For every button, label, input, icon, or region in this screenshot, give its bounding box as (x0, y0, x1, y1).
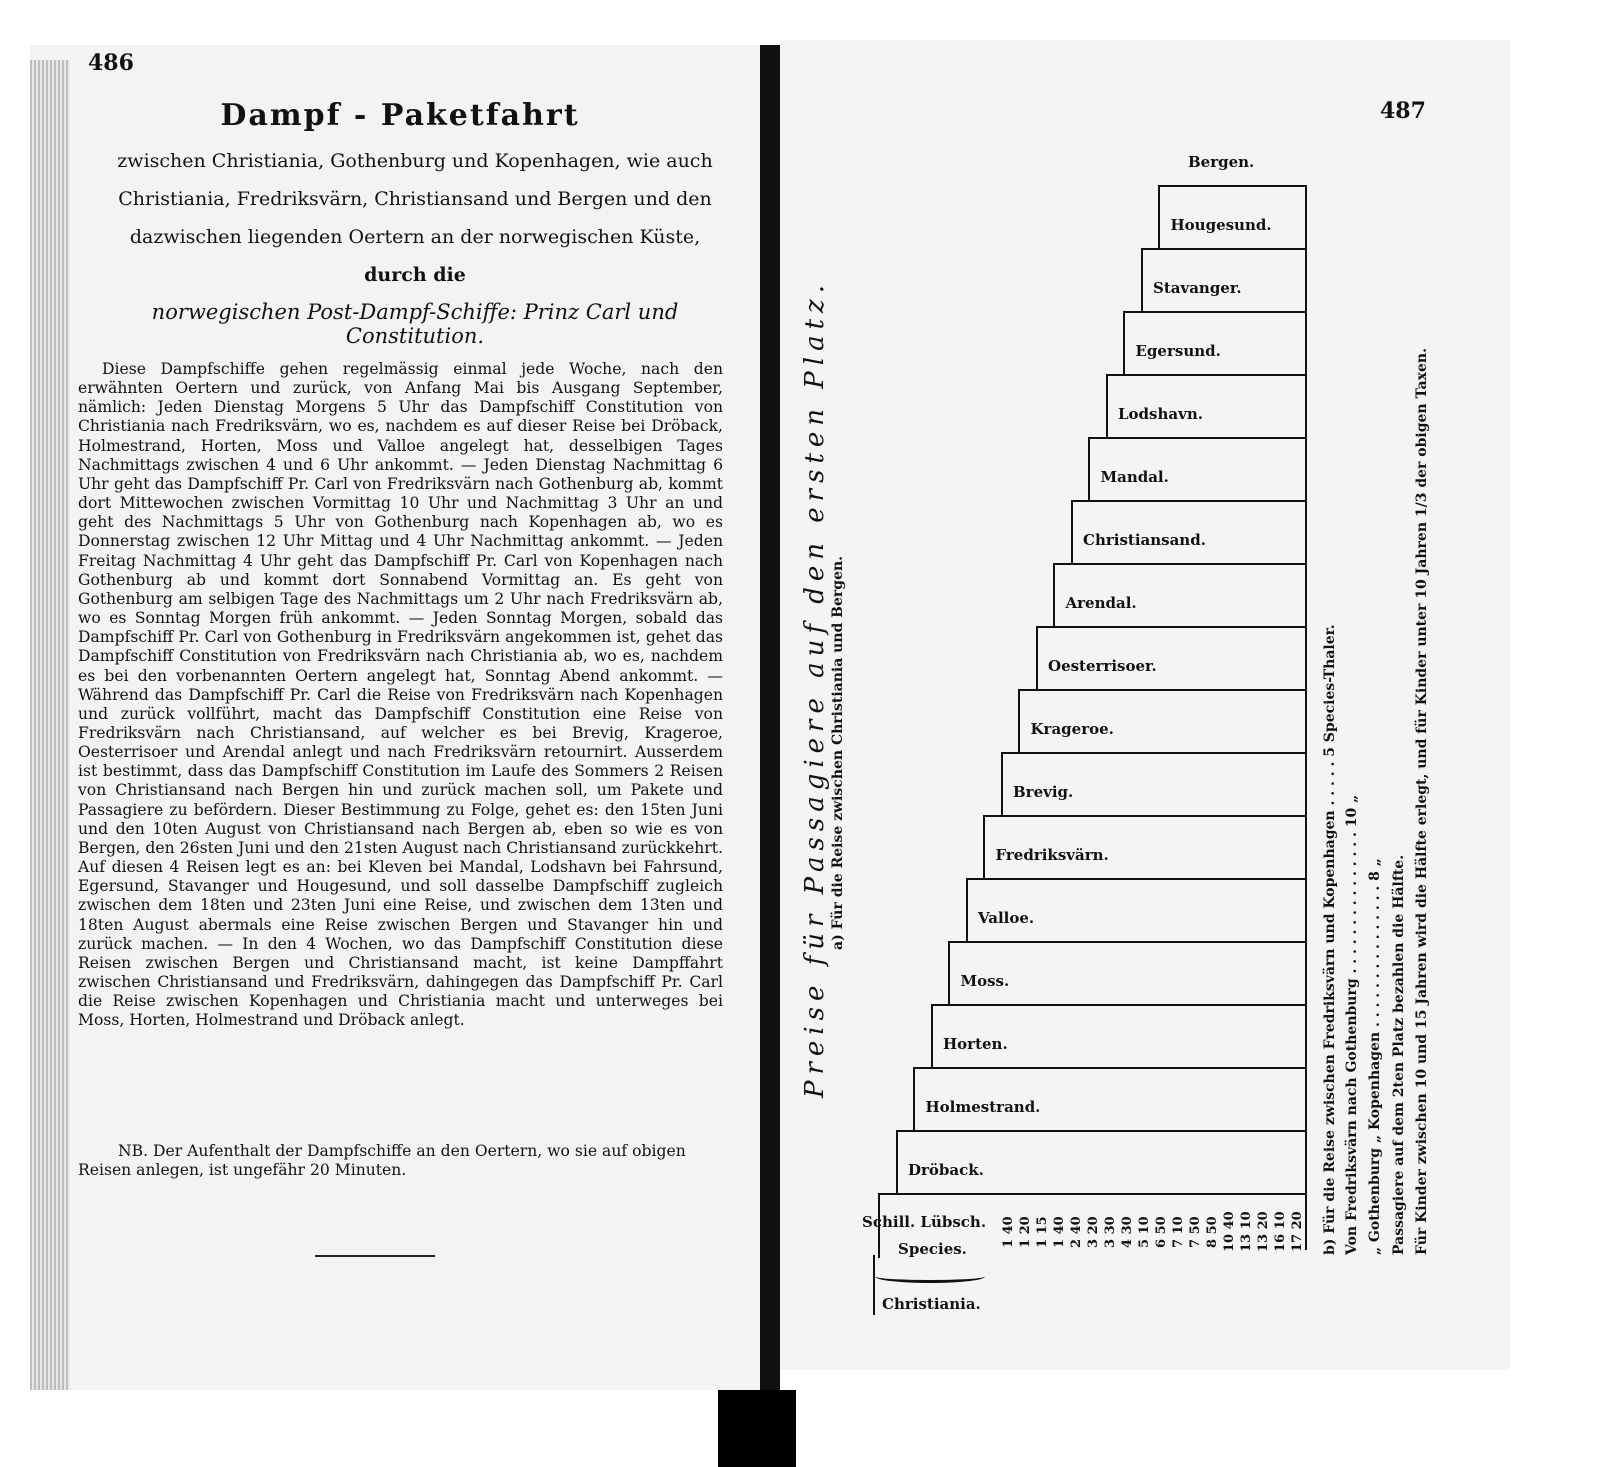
table-subtitle: a) Für die Reise zwischen Christiania und Bergen. (830, 555, 846, 950)
fare-cell: 3 20 (1086, 1216, 1101, 1248)
subtitle-line-3: dazwischen liegenden Oertern an der norwegischen Küste, (129, 226, 701, 248)
fare-cell: 5 10 (1137, 1216, 1152, 1248)
currency-header-1: Schill. Lübsch. (862, 1213, 987, 1231)
ships-line: norwegischen Post-Dampf-Schiffe: Prinz Carl und Constitution. (151, 300, 679, 348)
fare-cell: 1 40 (1052, 1216, 1067, 1248)
fare-cell: 3 30 (1103, 1216, 1118, 1248)
place-label: Valloe. (978, 909, 1035, 927)
table-title: Preise für Passagiere auf den ersten Platz. (800, 278, 830, 1098)
fare-cell: 8 50 (1205, 1216, 1220, 1248)
fare-cell: 16 10 (1273, 1211, 1288, 1253)
subtitle-line-1: zwischen Christiania, Gothenburg und Kopenhagen, wie auch (117, 150, 713, 172)
origin-line (873, 1255, 875, 1315)
place-label: Fredriksvärn. (995, 846, 1109, 864)
fare-cell: 17 20 (1290, 1211, 1305, 1253)
page-number-right: 487 (1380, 98, 1426, 124)
footnote-second-class: Passagiere auf dem 2ten Platz bezahlen die Hälfte. (1391, 854, 1407, 1255)
place-label: Dröback. (908, 1161, 984, 1179)
place-label: Oesterrisoer. (1048, 657, 1157, 675)
body-text: Diese Dampfschiffe gehen regelmässig einmal jede Woche, nach den erwähnten Oertern und zurück, von Anfang Mai bis Ausgang September, nämlich: Jeden Dienstag Morgens 5 Uhr das Dampfschiff Constitution von Christiania nach Fredriksvärn, wo es, nachdem es auf dieser Reise bei Dröback, Holmestrand, Horten, Moss und Valloe angelegt hat, desselbigen Tages Nachmittags zwischen 4 und 6 Uhr ankommt. — Jeden Dienstag Nachmittag 6 Uhr geht das Dampfschiff Pr. Carl von Fredriksvärn nach Gothenburg ab, kommt dort Mittewochen zwischen Vormittag 10 Uhr und Nachmittag 3 Uhr an und geht des Nachmittags 5 Uhr von Gothenburg nach Kopenhagen ab, wo es Donnerstag zwischen 12 Uhr Mittag und 4 Uhr Nachmittag ankommt. — Jeden Freitag Nachmittag 4 Uhr geht das Dampfschiff Pr. Carl von Kopenhagen nach Gothenburg ab und kommt dort Sonnabend Vormittag an. Es geht von Gothenburg am selbigen Tage des Nachmittags um 2 Uhr nach Fredriksvärn ab, wo es Sonntag Morgen früh ankommt. — Jeden Sonntag Morgen, sobald das Dampfschiff Pr. Carl von Gothenburg in Fredriksvärn angekommen ist, gehet das Dampfschiff Constitution von Fredriksvärn nach Christiania ab, wo es, nachdem es bei den vorbenannten Oertern angelegt hat, Sonntag Abend ankommt. — Während das Dampfschiff Pr. Carl die Reise von Fredriksvärn nach Kopenhagen und zurück vollführt, macht das Dampfschiff Constitution eine Reise von Fredriksvärn nach Christiansand, auf welcher es bei Brevig, Krageroe, Oesterrisoer und Arendal anlegt und nach Fredriksvärn retournirt. Ausserdem ist bestimmt, dass das Dampfschiff Constitution im Laufe des Sommers 2 Reisen von Christiansand nach Bergen hin und zurück machen soll, um Pakete und Passagiere zu befördern. Dieser Bestimmung zu Folge, gehet es: den 15ten Juni und den 10ten August von Christiansand nach Bergen ab, eben so wie es von Bergen, den 26sten Juni und den 21sten August nach Christiansand zurückkehrt. Auf diesen 4 Reisen legt es an: bei Kleven bei Mandal, Lodshavn bei Fahrsund, Egersund, Stavanger und Hougesund, und soll dasselbe Dampfschiff zugleich zwischen dem 18ten und 23ten Juni eine Reise, und zwischen dem 13ten und 18ten August abermals eine Reise zwischen Bergen und Stavanger hin und zurück machen. — In den 4 Wochen, wo das Dampfschiff Constitution diese Reisen zwischen Bergen und Christiansand macht, ist keine Dampffahrt zwischen Christiansand und Fredriksvärn, dahingegen das Dampfschiff Pr. Carl die Reise zwischen Kopenhagen und Christiania macht und unterweges bei Moss, Horten, Holmestrand und Dröback anlegt. (78, 360, 723, 1030)
place-label: Stavanger. (1153, 279, 1242, 297)
divider (315, 1255, 435, 1257)
place-label: Bergen. (1188, 153, 1255, 171)
fare-cell: 1 20 (1018, 1216, 1033, 1248)
fare-cell: 13 20 (1256, 1211, 1271, 1253)
brace (875, 1270, 985, 1283)
body-paragraph (78, 360, 723, 1030)
fare-cell: 13 10 (1239, 1211, 1254, 1253)
spine-shadow (718, 1390, 796, 1467)
place-label: Arendal. (1065, 594, 1137, 612)
fare-cell: 10 40 (1222, 1211, 1237, 1253)
page-edge (30, 60, 70, 1390)
place-label: Mandal. (1100, 468, 1169, 486)
fare-cell: 7 10 (1171, 1216, 1186, 1248)
table-right-border (1305, 185, 1307, 1250)
place-label: Moss. (960, 972, 1010, 990)
fare-cell: 6 50 (1154, 1216, 1169, 1248)
fare-cell: 1 15 (1035, 1216, 1050, 1248)
footnote-gothenburg: Von Fredriksvärn nach Gothenburg . . . . . . . . . . . . . . . 10 „ (1344, 794, 1360, 1255)
place-label: Holmestrand. (925, 1098, 1041, 1116)
subtitle-line-2: Christiania, Fredriksvärn, Christiansand und Bergen und den (118, 188, 712, 210)
currency-header-2: Species. (898, 1240, 967, 1258)
place-label: Hougesund. (1170, 216, 1272, 234)
nb-note: NB. Der Aufenthalt der Dampfschiffe an den Oertern, wo sie auf obigen Reisen anlegen, ist ungefähr 20 Minuten. (78, 1142, 686, 1179)
footnote-b: b) Für die Reise zwischen Fredriksvärn und Kopenhagen . . . . . 5 Species-Thaler. (1322, 624, 1338, 1255)
fare-cell: 7 50 (1188, 1216, 1203, 1248)
subtitle-line-4: durch die (364, 264, 466, 286)
place-label: Brevig. (1013, 783, 1074, 801)
fare-cell: 4 30 (1120, 1216, 1135, 1248)
page-title: Dampf - Paketfahrt (220, 98, 580, 133)
fare-cell: 2 40 (1069, 1216, 1084, 1248)
place-label: Horten. (943, 1035, 1008, 1053)
fare-cell: 1 40 (1001, 1216, 1016, 1248)
place-label: Lodshavn. (1118, 405, 1203, 423)
place-label: Christiansand. (1083, 531, 1206, 549)
footnote-kopenhagen: „ Gothenburg „ Kopenhagen . . . . . . . . . . . . . . . 8 „ (1367, 858, 1383, 1255)
book-gutter (760, 45, 780, 1390)
origin-label: Christiania. (882, 1295, 981, 1313)
place-label: Egersund. (1135, 342, 1221, 360)
footnote-children: Für Kinder zwischen 10 und 15 Jahren wird die Hälfte erlegt, und für Kinder unter 10 Jahren 1/3 der obigen Taxen. (1414, 348, 1430, 1255)
place-label: Krageroe. (1030, 720, 1114, 738)
page-number-left: 486 (88, 50, 134, 76)
